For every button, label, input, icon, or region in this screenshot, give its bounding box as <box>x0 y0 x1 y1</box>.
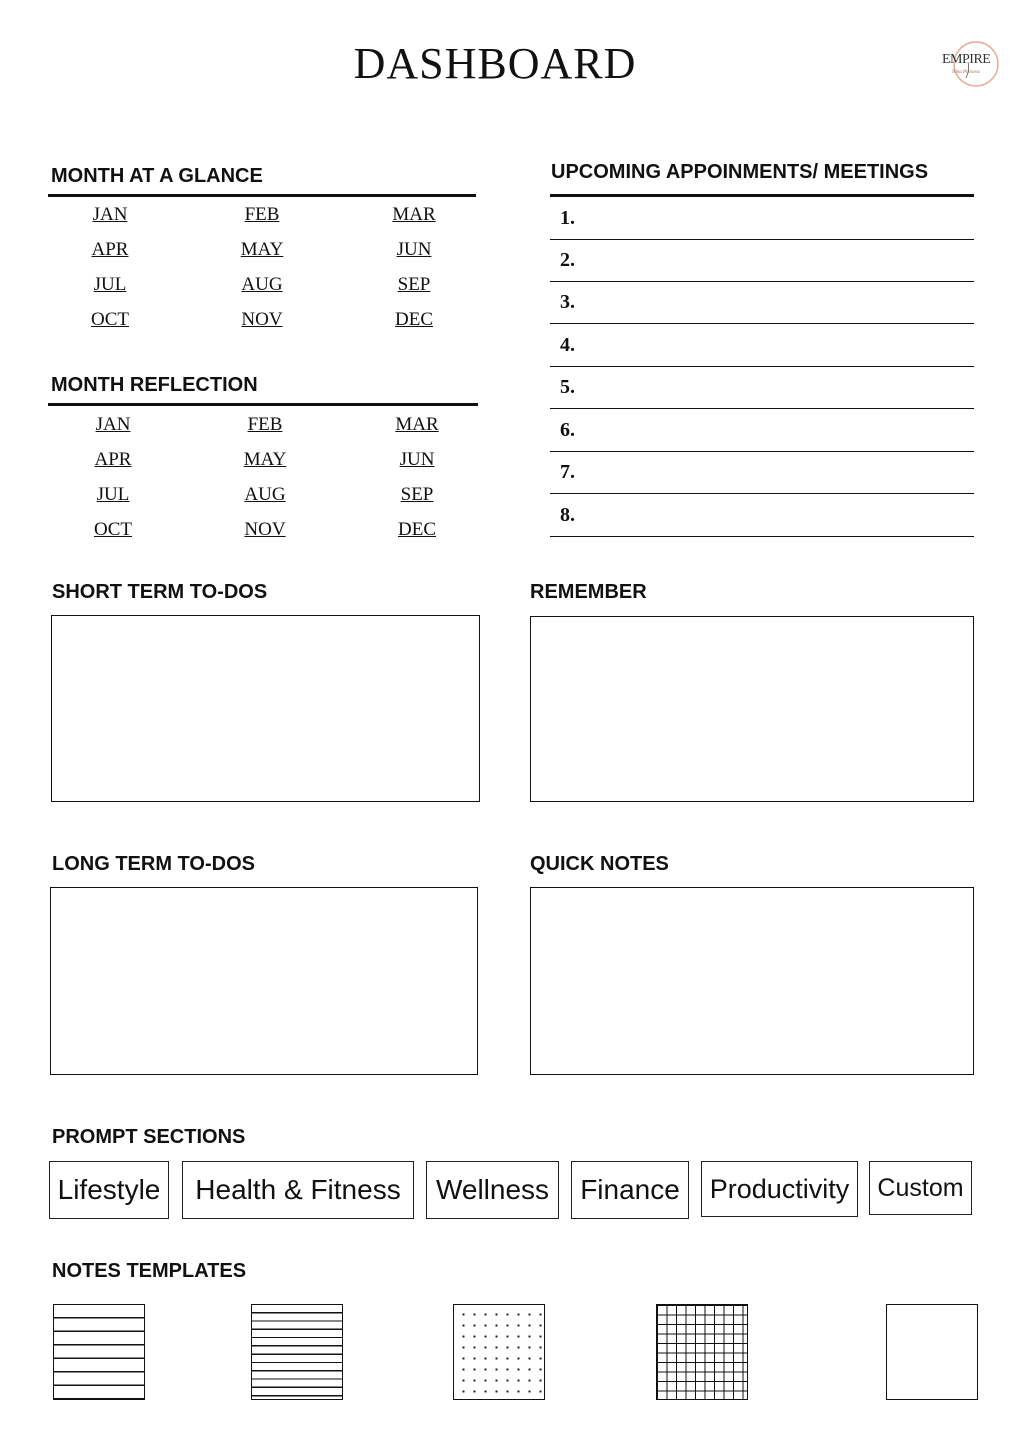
appointment-row[interactable] <box>550 452 974 494</box>
prompt-finance-button[interactable]: Finance <box>571 1161 689 1219</box>
appointment-row[interactable] <box>550 494 974 537</box>
reflection-month-link[interactable]: MAY <box>243 449 287 470</box>
appointment-number: 4. <box>560 333 575 356</box>
reflection-month-link[interactable]: OCT <box>94 519 132 540</box>
appointment-number: 2. <box>560 249 575 271</box>
quick-notes-heading: QUICK NOTES <box>530 853 669 875</box>
long-term-heading: LONG TERM TO-DOS <box>52 853 255 875</box>
appointment-row[interactable] <box>550 240 974 282</box>
reflection-month-link[interactable]: APR <box>94 449 132 470</box>
appointment-row[interactable] <box>550 324 974 367</box>
reflection-month-link[interactable]: DEC <box>398 519 436 540</box>
heading-rule <box>48 403 478 406</box>
appointment-row[interactable] <box>550 367 974 409</box>
glance-month-link[interactable]: SEP <box>397 274 431 295</box>
reflection-month-link[interactable]: NOV <box>244 519 286 540</box>
template-lined-narrow-thumbnail[interactable] <box>251 1304 343 1400</box>
month-at-a-glance-heading: MONTH AT A GLANCE <box>51 165 263 187</box>
glance-month-link[interactable]: JAN <box>92 204 128 225</box>
prompt-lifestyle-button[interactable]: Lifestyle <box>49 1161 169 1219</box>
prompt-custom-button[interactable]: Custom <box>869 1161 972 1215</box>
logo-tagline: Nina Princess <box>952 70 981 75</box>
remember-heading: REMEMBER <box>530 581 647 603</box>
logo-name: EMPIRE <box>942 52 991 67</box>
appointment-number: 7. <box>560 461 575 483</box>
appointment-number: 6. <box>560 418 575 441</box>
template-dot-grid-thumbnail[interactable] <box>453 1304 545 1400</box>
glance-month-link[interactable]: DEC <box>395 309 433 330</box>
month-reflection-grid <box>37 414 493 540</box>
reflection-month-link[interactable]: AUG <box>244 484 286 505</box>
prompt-wellness-button[interactable]: Wellness <box>426 1161 559 1219</box>
quick-notes-box[interactable] <box>530 887 974 1075</box>
glance-month-link[interactable]: JUN <box>396 239 432 260</box>
month-at-a-glance-grid <box>34 204 490 330</box>
reflection-month-link[interactable]: JUN <box>399 449 435 470</box>
template-blank-thumbnail[interactable] <box>886 1304 978 1400</box>
remember-box[interactable] <box>530 616 974 802</box>
glance-month-link[interactable]: MAR <box>392 204 436 225</box>
reflection-month-link[interactable]: MAR <box>395 414 439 435</box>
appointment-row[interactable] <box>550 282 974 324</box>
template-lined-wide-thumbnail[interactable] <box>53 1304 145 1400</box>
short-term-todos-box[interactable] <box>51 615 480 802</box>
appointment-row[interactable] <box>550 197 974 240</box>
appointment-number: 5. <box>560 376 575 398</box>
appointment-number: 8. <box>560 503 575 526</box>
glance-month-link[interactable]: AUG <box>241 274 283 295</box>
glance-month-link[interactable]: NOV <box>241 309 283 330</box>
month-reflection-heading: MONTH REFLECTION <box>51 374 258 396</box>
appointments-heading: UPCOMING APPOINMENTS/ MEETINGS <box>551 161 929 183</box>
glance-month-link[interactable]: MAY <box>240 239 284 260</box>
glance-month-link[interactable]: OCT <box>91 309 129 330</box>
appointment-number: 1. <box>560 206 575 229</box>
glance-month-link[interactable]: APR <box>91 239 129 260</box>
prompt-productivity-button[interactable]: Productivity <box>701 1161 858 1217</box>
reflection-month-link[interactable]: JAN <box>95 414 131 435</box>
reflection-month-link[interactable]: SEP <box>400 484 434 505</box>
glance-month-link[interactable]: JUL <box>93 274 127 295</box>
reflection-month-link[interactable]: FEB <box>247 414 283 435</box>
template-square-grid-thumbnail[interactable] <box>656 1304 748 1400</box>
reflection-month-link[interactable]: JUL <box>96 484 130 505</box>
appointment-row[interactable] <box>550 409 974 452</box>
page-title: DASHBOARD <box>353 39 637 88</box>
appointment-number: 3. <box>560 291 575 313</box>
short-term-heading: SHORT TERM TO-DOS <box>52 581 268 603</box>
long-term-todos-box[interactable] <box>50 887 478 1075</box>
appointments-list <box>550 197 974 537</box>
notes-templates-heading: NOTES TEMPLATES <box>52 1260 247 1282</box>
glance-month-link[interactable]: FEB <box>244 204 280 225</box>
prompt-health-fitness-button[interactable]: Health & Fitness <box>182 1161 414 1219</box>
heading-rule <box>48 194 476 197</box>
prompt-sections-heading: PROMPT SECTIONS <box>52 1126 246 1148</box>
